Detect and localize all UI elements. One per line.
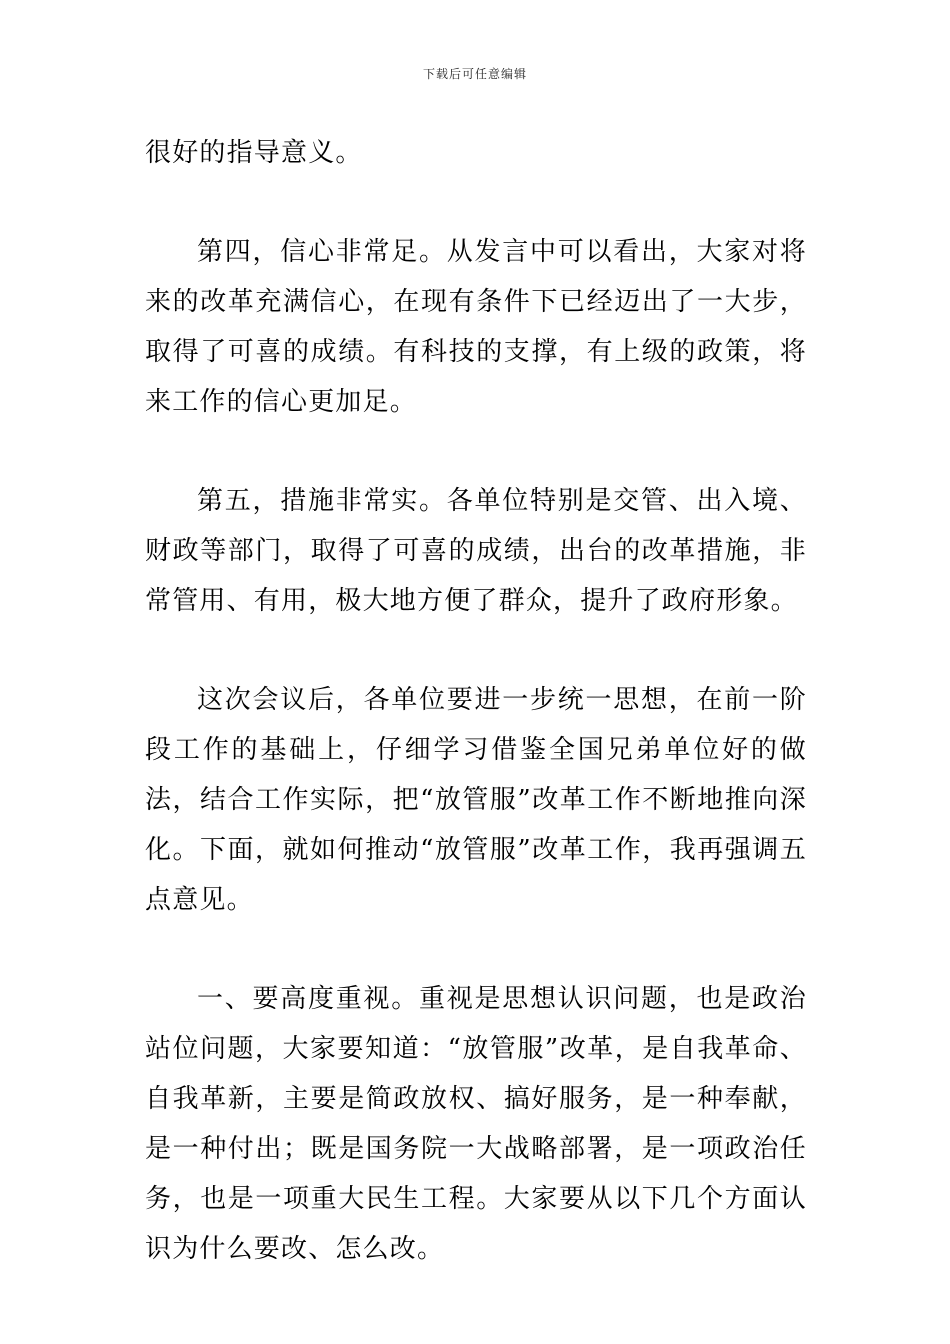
paragraph-continuation: 很好的指导意义。 (145, 138, 363, 168)
paragraph-confidence: 第四，信心非常足。从发言中可以看出，大家对将来的改革充满信心，在现有条件下已经迈出了一大步，取得了可喜的成绩。有科技的支撑，有上级的政策，将来工作的信心更加足。 (145, 237, 807, 417)
paragraph-high-attention: 一、要高度重视。重视是思想认识问题，也是政治站位问题，大家要知道：“放管服”改革，是自我革命、自我革新，主要是简政放权、搞好服务，是一种奉献，是一种付出；既是国务院一大战略部署，是一项政治任务，也是一项重大民生工程。大家要从以下几个方面认识为什么要改、怎么改。 (145, 984, 807, 1264)
paragraph-measures: 第五，措施非常实。各单位特别是交管、出入境、财政等部门，取得了可喜的成绩，出台的改革措施，非常管用、有用，极大地方便了群众，提升了政府形象。 (145, 486, 807, 616)
document-body (145, 128, 807, 1274)
header-note: 下载后可任意编辑 (422, 67, 527, 81)
paragraph-after-meeting: 这次会议后，各单位要进一步统一思想，在前一阶段工作的基础上，仔细学习借鉴全国兄弟单位好的做法，结合工作实际，把“放管服”改革工作不断地推向深化。下面，就如何推动“放管服”改革工作，我再强调五点意见。 (145, 685, 807, 915)
